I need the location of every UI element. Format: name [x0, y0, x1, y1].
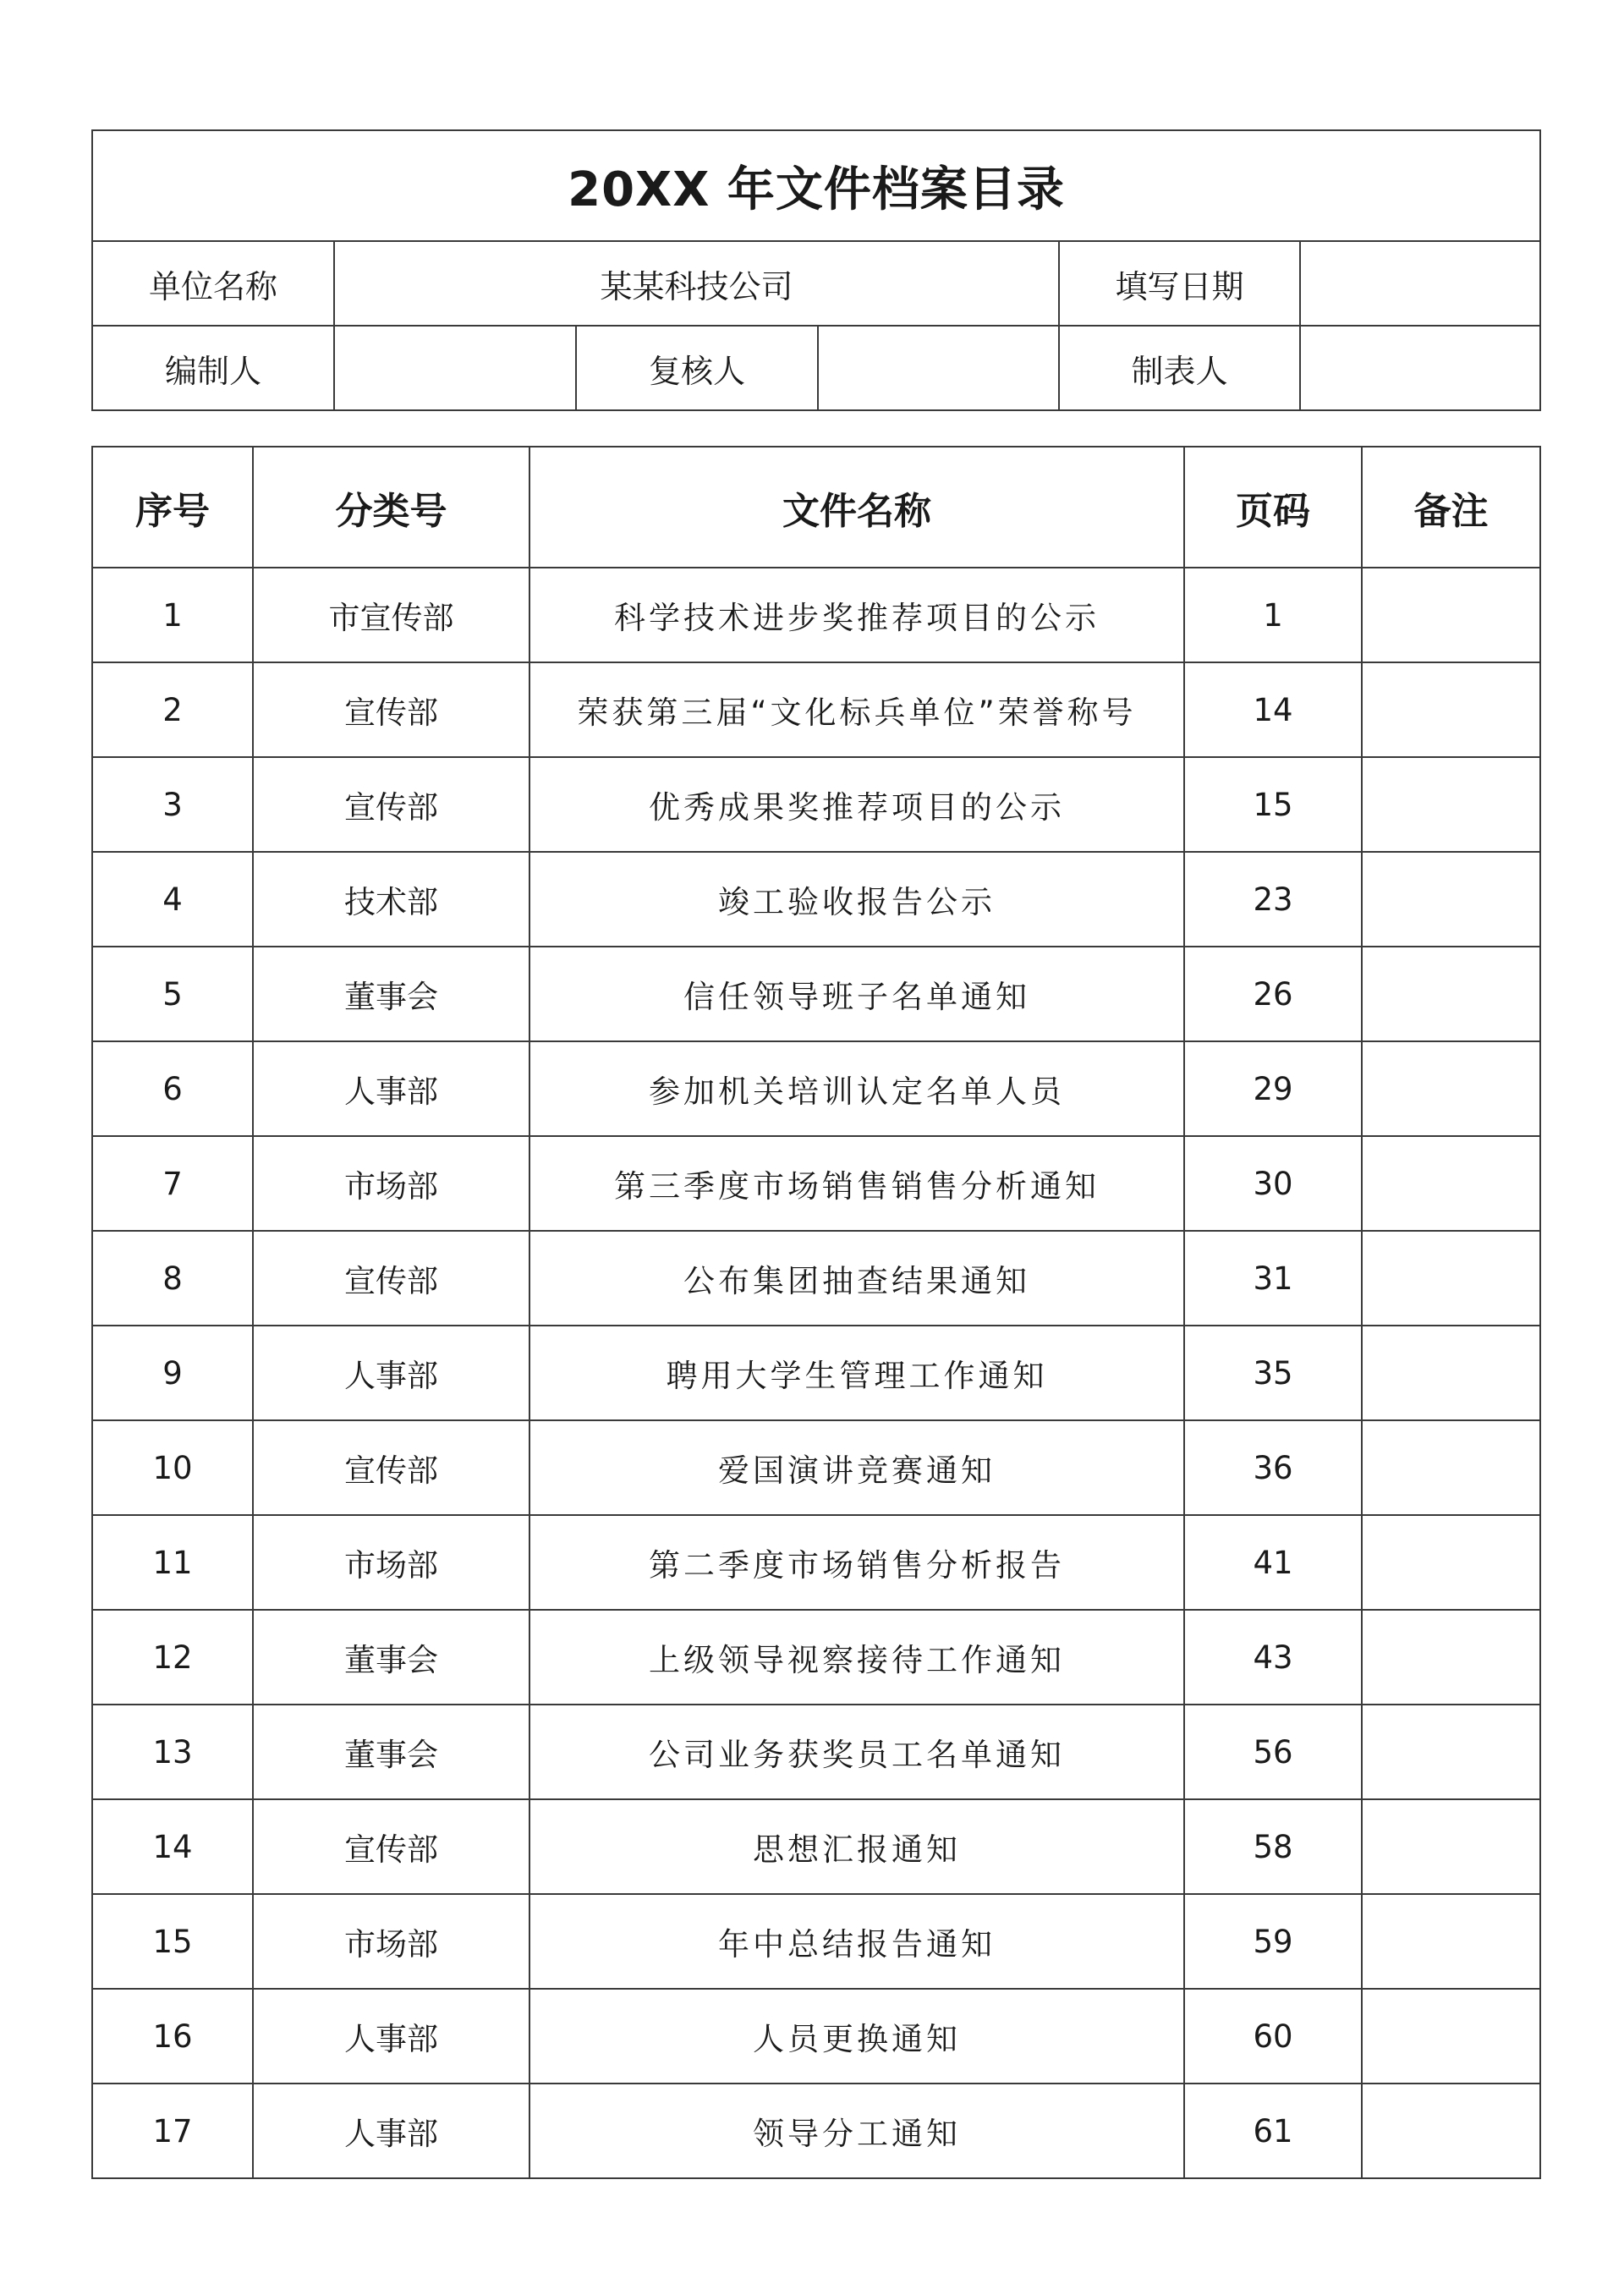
row-category: 宣传部 [253, 662, 529, 757]
table-row [92, 852, 1540, 947]
row-remark [1362, 1136, 1540, 1231]
table-header-row [92, 447, 1540, 568]
row-category: 市宣传部 [253, 568, 529, 662]
row-category: 人事部 [253, 1041, 529, 1136]
row-file-name: 信任领导班子名单通知 [529, 947, 1184, 1041]
header-no: 序号 [92, 447, 253, 568]
table-row [92, 947, 1540, 1041]
table-row [92, 1989, 1540, 2084]
row-no: 9 [92, 1326, 253, 1420]
table-row [92, 1610, 1540, 1705]
table-row [92, 662, 1540, 757]
row-file-name: 竣工验收报告公示 [529, 852, 1184, 947]
row-category: 市场部 [253, 1894, 529, 1989]
row-category: 董事会 [253, 1610, 529, 1705]
row-remark [1362, 1989, 1540, 2084]
row-file-name: 参加机关培训认定名单人员 [529, 1041, 1184, 1136]
row-category: 人事部 [253, 1326, 529, 1420]
row-no: 7 [92, 1136, 253, 1231]
row-category: 人事部 [253, 2084, 529, 2178]
header-file-name: 文件名称 [529, 447, 1184, 568]
row-page: 1 [1184, 568, 1362, 662]
row-no: 10 [92, 1420, 253, 1515]
header-page: 页码 [1184, 447, 1362, 568]
row-no: 2 [92, 662, 253, 757]
row-file-name: 聘用大学生管理工作通知 [529, 1326, 1184, 1420]
table-row [92, 568, 1540, 662]
row-remark [1362, 1420, 1540, 1515]
fill-date-label: 填写日期 [1059, 241, 1300, 326]
row-category: 董事会 [253, 947, 529, 1041]
row-remark [1362, 1515, 1540, 1610]
row-remark [1362, 2084, 1540, 2178]
table-row [92, 1231, 1540, 1326]
row-file-name: 年中总结报告通知 [529, 1894, 1184, 1989]
row-page: 35 [1184, 1326, 1362, 1420]
row-page: 26 [1184, 947, 1362, 1041]
row-file-name: 优秀成果奖推荐项目的公示 [529, 757, 1184, 852]
row-remark [1362, 1610, 1540, 1705]
row-no: 8 [92, 1231, 253, 1326]
row-category: 宣传部 [253, 1799, 529, 1894]
row-category: 人事部 [253, 1989, 529, 2084]
row-no: 16 [92, 1989, 253, 2084]
unit-name-value: 某某科技公司 [334, 241, 1059, 326]
row-no: 3 [92, 757, 253, 852]
row-no: 5 [92, 947, 253, 1041]
table-row [92, 1041, 1540, 1136]
editor-value [334, 326, 576, 410]
row-file-name: 爱国演讲竞赛通知 [529, 1420, 1184, 1515]
row-page: 14 [1184, 662, 1362, 757]
row-page: 30 [1184, 1136, 1362, 1231]
row-category: 宣传部 [253, 1231, 529, 1326]
row-file-name: 第三季度市场销售销售分析通知 [529, 1136, 1184, 1231]
row-remark [1362, 1326, 1540, 1420]
row-page: 58 [1184, 1799, 1362, 1894]
unit-name-label: 单位名称 [92, 241, 334, 326]
row-remark [1362, 662, 1540, 757]
row-category: 技术部 [253, 852, 529, 947]
table-row [92, 2084, 1540, 2178]
row-file-name: 上级领导视察接待工作通知 [529, 1610, 1184, 1705]
row-remark [1362, 568, 1540, 662]
row-file-name: 科学技术进步奖推荐项目的公示 [529, 568, 1184, 662]
row-page: 41 [1184, 1515, 1362, 1610]
row-file-name: 公布集团抽查结果通知 [529, 1231, 1184, 1326]
table-row [92, 1515, 1540, 1610]
row-no: 1 [92, 568, 253, 662]
header-remark: 备注 [1362, 447, 1540, 568]
table-row [92, 1894, 1540, 1989]
directory-table [91, 446, 1541, 2179]
row-page: 15 [1184, 757, 1362, 852]
tabulator-value [1300, 326, 1540, 410]
row-remark [1362, 757, 1540, 852]
row-remark [1362, 947, 1540, 1041]
row-no: 14 [92, 1799, 253, 1894]
row-no: 4 [92, 852, 253, 947]
row-remark [1362, 1705, 1540, 1799]
row-no: 12 [92, 1610, 253, 1705]
row-file-name: 荣获第三届“文化标兵单位”荣誉称号 [529, 662, 1184, 757]
row-remark [1362, 1231, 1540, 1326]
row-no: 17 [92, 2084, 253, 2178]
row-no: 11 [92, 1515, 253, 1610]
table-row [92, 1326, 1540, 1420]
reviewer-value [818, 326, 1059, 410]
table-row [92, 1799, 1540, 1894]
row-page: 43 [1184, 1610, 1362, 1705]
row-no: 15 [92, 1894, 253, 1989]
row-category: 董事会 [253, 1705, 529, 1799]
header-category: 分类号 [253, 447, 529, 568]
table-row [92, 1705, 1540, 1799]
reviewer-label: 复核人 [576, 326, 818, 410]
row-remark [1362, 1041, 1540, 1136]
row-category: 市场部 [253, 1515, 529, 1610]
row-category: 市场部 [253, 1136, 529, 1231]
table-row [92, 1136, 1540, 1231]
row-page: 23 [1184, 852, 1362, 947]
row-page: 31 [1184, 1231, 1362, 1326]
fill-date-value [1300, 241, 1540, 326]
row-file-name: 领导分工通知 [529, 2084, 1184, 2178]
row-no: 13 [92, 1705, 253, 1799]
row-remark [1362, 1799, 1540, 1894]
table-row [92, 757, 1540, 852]
row-category: 宣传部 [253, 757, 529, 852]
tabulator-label: 制表人 [1059, 326, 1300, 410]
row-category: 宣传部 [253, 1420, 529, 1515]
row-page: 56 [1184, 1705, 1362, 1799]
row-file-name: 人员更换通知 [529, 1989, 1184, 2084]
row-file-name: 思想汇报通知 [529, 1799, 1184, 1894]
row-remark [1362, 852, 1540, 947]
row-page: 60 [1184, 1989, 1362, 2084]
row-page: 61 [1184, 2084, 1362, 2178]
row-page: 36 [1184, 1420, 1362, 1515]
row-file-name: 公司业务获奖员工名单通知 [529, 1705, 1184, 1799]
row-page: 59 [1184, 1894, 1362, 1989]
editor-label: 编制人 [92, 326, 334, 410]
row-file-name: 第二季度市场销售分析报告 [529, 1515, 1184, 1610]
info-table [91, 129, 1541, 411]
row-page: 29 [1184, 1041, 1362, 1136]
table-row [92, 1420, 1540, 1515]
page-title: 20XX 年文件档案目录 [92, 130, 1540, 241]
row-no: 6 [92, 1041, 253, 1136]
row-remark [1362, 1894, 1540, 1989]
